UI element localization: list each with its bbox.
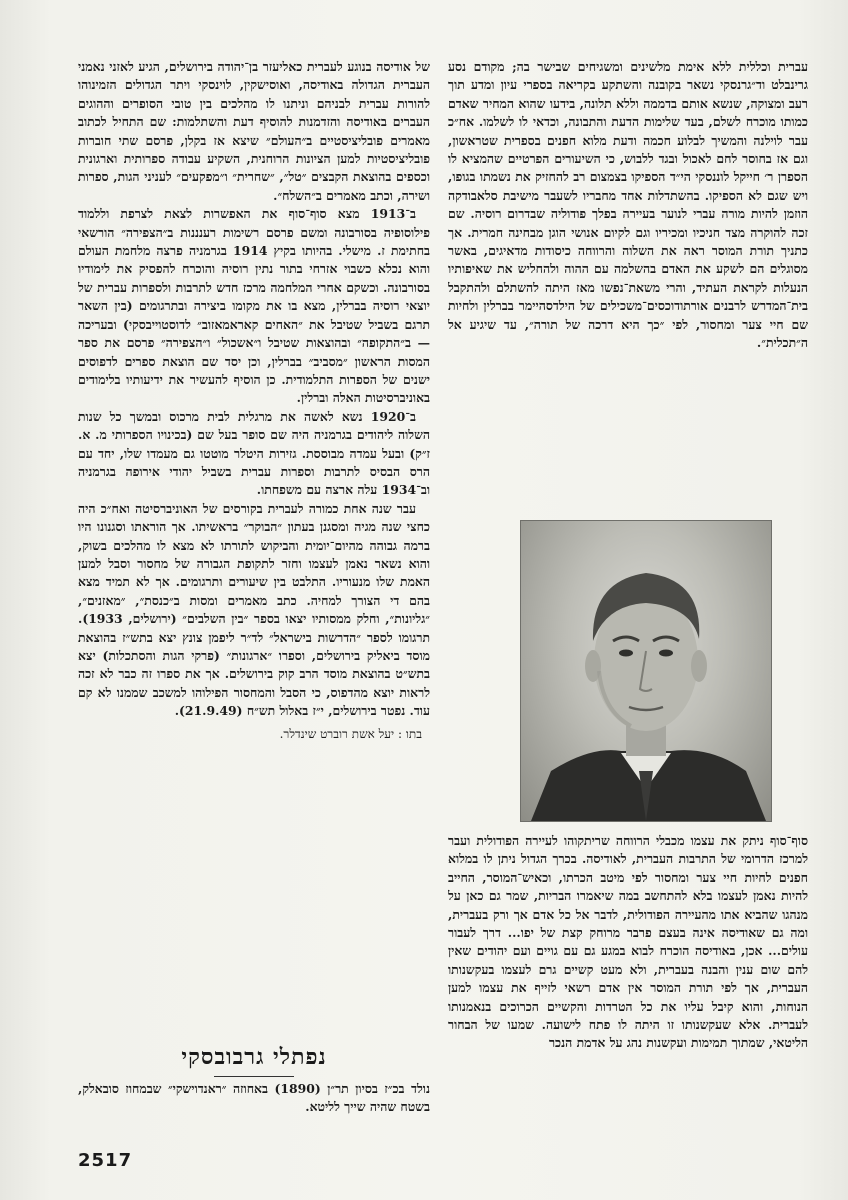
right-column-top bbox=[448, 58, 808, 353]
portrait-illustration bbox=[521, 521, 771, 821]
biography-text-block bbox=[78, 1080, 430, 1117]
left-column-paragraph: ב־1913 מצא סוף־סוף את האפשרות לצאת לצרפת וללמוד פילוסופיה בסורבונה ומשם פרסם רשימות רענננות ב״הצפירה״ הורשאי בחתימת ז. מישלי. בהיותו בקיץ 1914 בגרמניה פרצה מלחמת העולם והוא נכלא כשבוי אזרחי בתור נתין רוסיה והוכרח להפסיק את לימודיו בסורבונה. וכשקם אחרי המלחמה מרכז חדש לתרבות ולספרות עברית של יוצאי רוסיה בברלין, מצא בו את מקומו ביצירה ובתרגומים (בין השאר תרגם בשביל שטיבל את ״האחים קאראמאזוב״ לדוסטוייבסקי) ובעריכה — ב״התקופה״ ובהוצאות שטיבל ו״אשכול״ ו״הצפירה״ פרסם את ספר המסות הראשון ״מסביב״ בברלין, וכן יסד שם הוצאת ספרים לדפוסים ישנים של הספרות התלמודית. כן הוסיף להעשיר את ידיעותיו בלימודים באוניברסיטות האלה וברלין. bbox=[78, 206, 430, 406]
left-column-paragraph: עבר שנה אחת כמורה לעברית בקורסים של האוניברסיטה ואח״כ היה כחצי שנה מגיה ומסגנן בעתון ״הבוקר״ בראשיתו. אך הוראתו וסגנונו היו ברמה גבוהה מהיום־יומית והביקוש לתורתו לא מצא לו מהלכים בשוק, והוא נשאר נאמן לעצמו וחזר לתקופת הגבורה של מחסור וסבל למען האמת שלו מנעוריו. התלבט בין שיעורים ותרגומים. אך לא תמיד מצא בהם די הצורך למחיה. כתב מאמרים ומסות ב״כנסת״, ״מאזנים״, ״גליונות״, וחלק ממסותיו יצאו בספר ״בין השלבים״ (ירושלים, 1933). תרגומו לספר ״הדרשות בישראל״ לד״ר ליפמן צונץ יצא בתש״ז בהוצאת מוסד ביאליק בירושלים, וספרו ״ארגונות״ (פרקי הגות והסתכלות) יצא בתש״ט בהוצאת מוסד הרב קוק בירושלים. אך את ספרו זה כבר לא זכה לראות יוצא מהדפוס, כי הסבל והמחסור הפילוהו למשכב שממנו לא קם עוד. נפטר בירושלים, י״ז באלול תש״ח (21.9.49). bbox=[78, 500, 430, 719]
portrait-photo bbox=[520, 520, 772, 822]
left-column-paragraph: של אודיסה בנוגע לעברית כאליעזר בן־יהודה בירושלים, הגיע לאזני נאמני העברית הגדולה באודיסה, ואוסישקין, לוינסקי ויתר הגדולים הזמינוהו להורות עברית לבניהם וניתנו לו מהלכים בין טובי הסופרים וההוגים העברים באודיסה והזדמנות להוסיף דעת והשתלמות: שם התחיל לכתוב מאמרים פובליציסטיים ב״העולם״ שיצא אז בקלן, פרסם שתי חוברות פובליציסטיות למען הציונות הרוחנית, השקיע עבודה ספרותית וארגונית וכספים בהוצאת הקבצים ״טל״, ״שחרית״ ו״מפקעים״ לעניני הגות, ספרות ושירה, וכתב מאמרים ב״השלח״. bbox=[78, 59, 430, 203]
author-credit: בתו : יעל אשת רוברט שינדלר. bbox=[279, 726, 422, 741]
biography-heading bbox=[78, 1044, 430, 1077]
biography-name: נפתלי גרבובסקי bbox=[181, 1044, 327, 1070]
left-column-paragraph: ב־1920 נשא לאשה את מרגלית לבית מרכוס ובמשך כל שנות השלוה ליהודים בגרמניה היה שם סופר בעל שם (בכינויו הספרותי מ. א. ז״ק) ובעל עמדה מבוססת. גזירות היטלר מוטטו גם מעמדו שלו, יחד עם הרס הבסיס לתרבות וספרות עברית בשביל יהודי אירופה בגרמניה וב־1934 עלה ארצה עם משפחתו. bbox=[78, 408, 430, 498]
page-number: 2517 bbox=[78, 1150, 133, 1171]
right-column-paragraph: עברית וכללית ללא אימת מלשינים ומשגיחים שבישר בה; מקודם נסע גרינבלט וד״גרנסקי נשאר בקובנה והשתקע בקריאה בספרי עיון ומדע תוך רעב ומצוקה, שנשא אותם בדממה וללא תלונה, בידעו שהוא המחיר שאדם כמותו מוכרח לשלם, בעד שלימות הדעת והתבונה, וכדאי לו לשלמו. אח״כ עבר לוילנה והמשיך לבלוע חכמה ודעת מלוא חפנים בספרית שטראשון, וגם אז בחוסר לחם לאכול ובגד ללבוש, כי השיעורים הפרטיים שהמציא לו הספרן ר׳ חייקל לוננסקי הי״ד הספיקו בצמצום רב להחזיק את נשמתו בגופו, ויש שגם לא הספיקו. בהשתדלות אחד מחבריו לשעבר מישיבת סלאבודקה הוזמן להיות מורה עברי לנוער בעיירה בפלך פודוליה שבדרום רוסיה. שם זכה להוקרה מצד חניכיו ומכיריו וגם לקיום אנושי הוגן מבחינה חמרית. אך כתניך תורת המוסר ראה את השלוה והרווחה כיסודות מדאיגים, באשר מסוגלים הם לשקע את האדם בהשלמה עם ההוה ולהחליש את שאיפותיו הנעלות לקראת העתיד, והרי משאת־נפשו מאז היתה להשתלם ולהתקבל בית־המדרש לרבנים אורתודוכסים־משכילים של הילדסהיימר בברלין ולחיות שם חיי צער ומחסור, לפי ״כך היא דרכה של תורה״, עד שיגיע אל ה״תכלית״. bbox=[448, 59, 808, 351]
right-column-paragraph: סוף־סוף ניתק את עצמו מכבלי הרווחה שריתקוהו לעיירה הפודולית ועבר למרכז הדרומי של התרבות העברית, לאודיסה. בכרך הגדול ניתן לו במלוא חפנים לחיות חיי צער ומחסור לפי מיטב הכרתו, וכאיש־המוסר, החייב להיות נאמן לעצמו בלא להתחשב במה שיאמרו הבריות, שמר גם כאן על מנהגו שהביא אתו מהעיירה הפודולית, לדבר אל כל אדם אך ורק בעברית, ומה גם שאודיסה אינה בעצם פרבר מרוחק קצת של יפו... דרך לעבור עולים... אכן, באודיסה הוכרח לבוא במגע גם עם גויים ועם יהודים שאין להם שום ענין והבנה בעברית, ולא מעט קשיים גרם לעצמו בעקשנותו העברית, אך לפי תורת המוסר אין אדם רשאי לזייף את עצמו למען הנוחות, והוא קיבל עליו את כל הטרדות והקשיים הכרוכים בנאמנותו לעברית. אלא שעקשנותו זו היתה לו פתח לישועה. שמעו של הבחור הליטאי, שמתוך תמימות ועקשנות נהג על אדמת הנכר bbox=[448, 833, 808, 1051]
right-column-bottom bbox=[448, 832, 808, 1082]
left-column bbox=[78, 58, 430, 1058]
heading-rule bbox=[214, 1076, 294, 1077]
biography-text: נולד בכ״ז בסיון תר״ן (1890) באחוזה ״ראנדוישקי״ שבמחוז סובאלק, בשטח שהיה שייך לליטא. bbox=[78, 1081, 430, 1115]
